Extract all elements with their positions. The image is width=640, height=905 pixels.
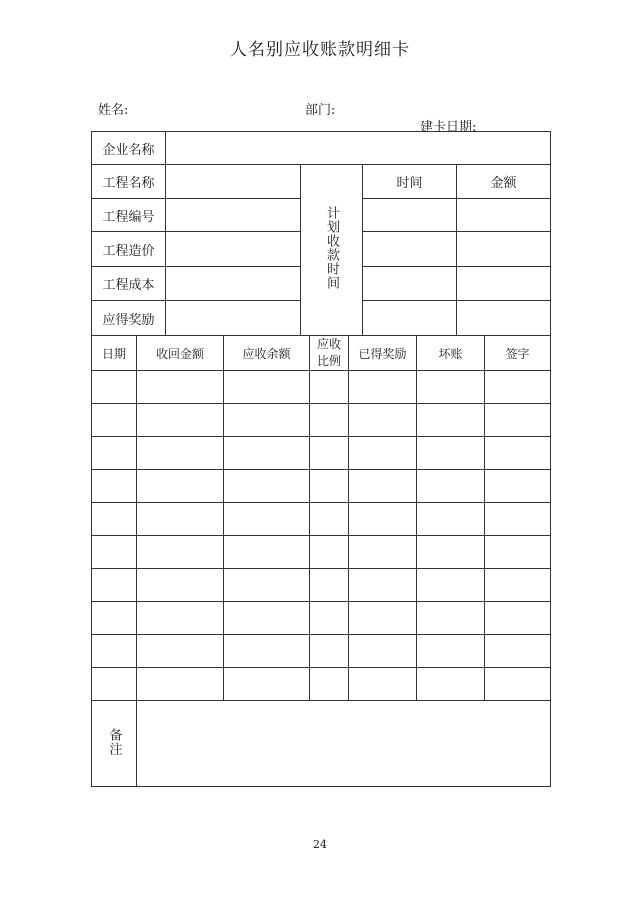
card-date-label: 建卡日期: bbox=[420, 120, 477, 135]
ledger-row bbox=[92, 602, 551, 635]
date-cell[interactable] bbox=[92, 503, 137, 536]
bad-debt-cell[interactable] bbox=[417, 470, 485, 503]
signature-cell[interactable] bbox=[485, 503, 551, 536]
date-cell[interactable] bbox=[92, 404, 137, 437]
collected-amount-cell[interactable] bbox=[137, 635, 224, 668]
date-cell[interactable] bbox=[92, 602, 137, 635]
collected-amount-cell[interactable] bbox=[137, 470, 224, 503]
receivable-ratio-cell[interactable] bbox=[310, 668, 349, 701]
earned-reward-cell[interactable] bbox=[349, 503, 417, 536]
bad-debt-cell[interactable] bbox=[417, 404, 485, 437]
receivable-balance-cell[interactable] bbox=[224, 668, 310, 701]
project-info-table bbox=[91, 131, 551, 336]
bad-debt-cell[interactable] bbox=[417, 569, 485, 602]
receivable-balance-cell[interactable] bbox=[224, 371, 310, 404]
collected-amount-cell[interactable] bbox=[137, 569, 224, 602]
collected-amount-cell[interactable] bbox=[137, 404, 224, 437]
ledger-row bbox=[92, 635, 551, 668]
amount-header: 金额 bbox=[457, 165, 551, 199]
project-number-value[interactable] bbox=[166, 199, 301, 232]
date-cell[interactable] bbox=[92, 635, 137, 668]
bad-debt-cell[interactable] bbox=[417, 668, 485, 701]
collected-amount-cell[interactable] bbox=[137, 437, 224, 470]
receivable-ratio-cell[interactable] bbox=[310, 404, 349, 437]
ledger-table bbox=[91, 335, 551, 787]
column-header-date: 日期 bbox=[92, 336, 137, 371]
receivable-balance-cell[interactable] bbox=[224, 536, 310, 569]
project-cost-estimate-value[interactable] bbox=[166, 232, 301, 267]
department-label: 部门: bbox=[305, 103, 336, 118]
planned-collection-time-label: 计划收款时间 bbox=[324, 206, 339, 290]
project-cost-value[interactable] bbox=[166, 267, 301, 301]
column-header-bad-debt: 坏账 bbox=[417, 336, 485, 371]
ledger-row bbox=[92, 470, 551, 503]
signature-cell[interactable] bbox=[485, 569, 551, 602]
time-header: 时间 bbox=[363, 165, 457, 199]
plan-time-cell[interactable] bbox=[363, 301, 457, 336]
receivable-ratio-cell[interactable] bbox=[310, 470, 349, 503]
signature-cell[interactable] bbox=[485, 635, 551, 668]
column-header-earned-reward: 已得奖励 bbox=[349, 336, 417, 371]
signature-cell[interactable] bbox=[485, 602, 551, 635]
plan-time-cell[interactable] bbox=[363, 232, 457, 267]
earned-reward-cell[interactable] bbox=[349, 470, 417, 503]
name-label: 姓名: bbox=[98, 103, 129, 118]
earned-reward-cell[interactable] bbox=[349, 404, 417, 437]
column-header-receivable-balance: 应收余额 bbox=[224, 336, 310, 371]
ledger-row bbox=[92, 668, 551, 701]
date-cell[interactable] bbox=[92, 668, 137, 701]
project-cost-estimate-label: 工程造价 bbox=[92, 232, 166, 267]
signature-cell[interactable] bbox=[485, 470, 551, 503]
plan-amount-cell[interactable] bbox=[457, 267, 551, 301]
remarks-label-cell bbox=[92, 701, 137, 787]
planned-collection-time-cell bbox=[301, 165, 363, 336]
earned-reward-cell[interactable] bbox=[349, 536, 417, 569]
bad-debt-cell[interactable] bbox=[417, 536, 485, 569]
earned-reward-cell[interactable] bbox=[349, 635, 417, 668]
earned-reward-cell[interactable] bbox=[349, 371, 417, 404]
collected-amount-cell[interactable] bbox=[137, 503, 224, 536]
project-name-label: 工程名称 bbox=[92, 165, 166, 199]
receivable-ratio-cell[interactable] bbox=[310, 635, 349, 668]
remarks-field[interactable] bbox=[137, 701, 551, 787]
receivable-balance-cell[interactable] bbox=[224, 404, 310, 437]
earned-reward-cell[interactable] bbox=[349, 569, 417, 602]
project-cost-label: 工程成本 bbox=[92, 267, 166, 301]
column-header-signature: 签字 bbox=[485, 336, 551, 371]
signature-cell[interactable] bbox=[485, 371, 551, 404]
date-cell[interactable] bbox=[92, 536, 137, 569]
earned-reward-cell[interactable] bbox=[349, 437, 417, 470]
column-header-receivable-ratio: 应收 比例 bbox=[310, 336, 349, 371]
earned-reward-cell[interactable] bbox=[349, 602, 417, 635]
page-title: 人名别应收账款明细卡 bbox=[230, 40, 410, 60]
plan-amount-cell[interactable] bbox=[457, 232, 551, 267]
plan-time-cell[interactable] bbox=[363, 267, 457, 301]
receivable-balance-cell[interactable] bbox=[224, 470, 310, 503]
date-cell[interactable] bbox=[92, 437, 137, 470]
ledger-row bbox=[92, 536, 551, 569]
receivable-ratio-cell[interactable] bbox=[310, 371, 349, 404]
ledger-body bbox=[92, 371, 551, 701]
ledger-row bbox=[92, 404, 551, 437]
earned-reward-cell[interactable] bbox=[349, 668, 417, 701]
plan-amount-cell[interactable] bbox=[457, 199, 551, 232]
date-cell[interactable] bbox=[92, 371, 137, 404]
due-reward-value[interactable] bbox=[166, 301, 301, 336]
ledger-row bbox=[92, 569, 551, 602]
plan-amount-cell[interactable] bbox=[457, 301, 551, 336]
signature-cell[interactable] bbox=[485, 437, 551, 470]
bad-debt-cell[interactable] bbox=[417, 503, 485, 536]
ledger-row bbox=[92, 437, 551, 470]
receivable-balance-cell[interactable] bbox=[224, 569, 310, 602]
column-header-collected-amount: 收回金额 bbox=[137, 336, 224, 371]
project-name-value[interactable] bbox=[166, 165, 301, 199]
receivable-ratio-cell[interactable] bbox=[310, 602, 349, 635]
bad-debt-cell[interactable] bbox=[417, 437, 485, 470]
bad-debt-cell[interactable] bbox=[417, 371, 485, 404]
receivable-ratio-cell[interactable] bbox=[310, 536, 349, 569]
page-number: 24 bbox=[313, 838, 327, 851]
collected-amount-cell[interactable] bbox=[137, 668, 224, 701]
ledger-row bbox=[92, 371, 551, 404]
project-number-label: 工程编号 bbox=[92, 199, 166, 232]
date-cell[interactable] bbox=[92, 569, 137, 602]
collected-amount-cell[interactable] bbox=[137, 371, 224, 404]
receivable-balance-cell[interactable] bbox=[224, 602, 310, 635]
signature-cell[interactable] bbox=[485, 536, 551, 569]
due-reward-label: 应得奖励 bbox=[92, 301, 166, 336]
date-cell[interactable] bbox=[92, 470, 137, 503]
receivable-ratio-cell[interactable] bbox=[310, 437, 349, 470]
company-name-value[interactable] bbox=[166, 132, 551, 165]
receivable-ratio-cell[interactable] bbox=[310, 569, 349, 602]
company-name-label: 企业名称 bbox=[92, 132, 166, 165]
receivable-balance-cell[interactable] bbox=[224, 503, 310, 536]
receivable-balance-cell[interactable] bbox=[224, 635, 310, 668]
plan-time-cell[interactable] bbox=[363, 199, 457, 232]
bad-debt-cell[interactable] bbox=[417, 602, 485, 635]
receivable-ratio-cell[interactable] bbox=[310, 503, 349, 536]
ledger-row bbox=[92, 503, 551, 536]
remarks-label: 备注 bbox=[106, 727, 122, 756]
signature-cell[interactable] bbox=[485, 404, 551, 437]
signature-cell[interactable] bbox=[485, 668, 551, 701]
collected-amount-cell[interactable] bbox=[137, 602, 224, 635]
collected-amount-cell[interactable] bbox=[137, 536, 224, 569]
receivable-balance-cell[interactable] bbox=[224, 437, 310, 470]
bad-debt-cell[interactable] bbox=[417, 635, 485, 668]
